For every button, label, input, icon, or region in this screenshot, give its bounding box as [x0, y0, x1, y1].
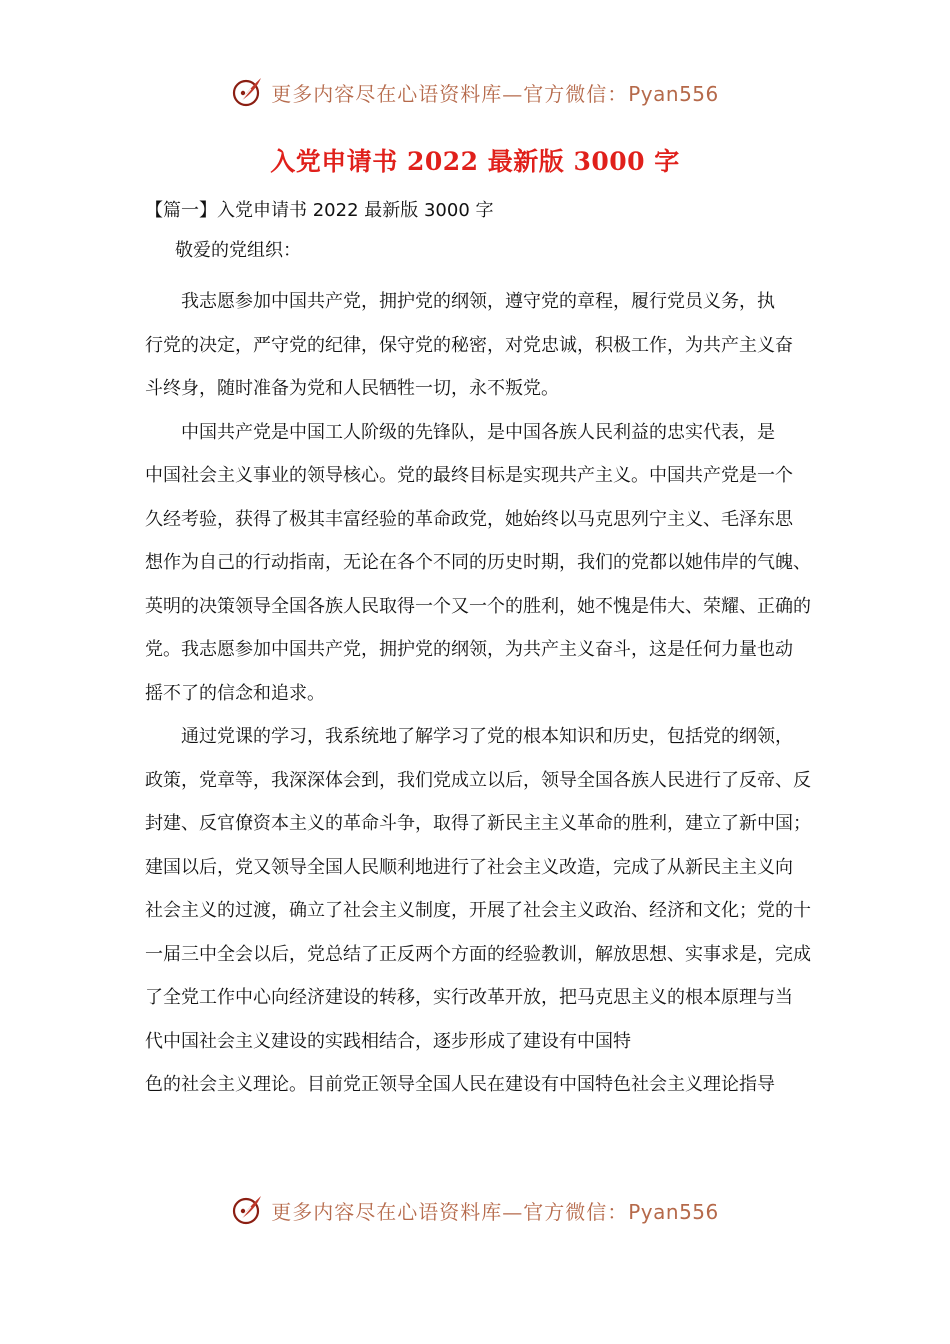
paragraph-line: 斗终身，随时准备为党和人民牺牲一切，永不叛党。	[145, 378, 559, 399]
paragraph-1	[145, 280, 817, 411]
paragraph-line: 封建、反官僚资本主义的革命斗争，取得了新民主主义革命的胜利，建立了新中国；	[145, 813, 811, 834]
footer-banner-id: Pyan556	[628, 1199, 719, 1224]
paragraph-3	[145, 715, 817, 1107]
paragraph-line: 色的社会主义理论。目前党正领导全国人民在建设有中国特色社会主义理论指导	[145, 1074, 775, 1095]
paragraph-2	[145, 411, 817, 716]
footer-banner-label: 更多内容尽在心语资料库—官方微信：	[271, 1199, 629, 1224]
footer-banner-inner	[231, 1193, 719, 1227]
salutation: 敬爱的党组织：	[175, 240, 301, 261]
header-banner-label: 更多内容尽在心语资料库—官方微信：	[271, 81, 629, 106]
paragraph-line: 中国社会主义事业的领导核心。党的最终目标是实现共产主义。中国共产党是一个	[145, 465, 793, 486]
header-banner-inner	[231, 75, 719, 109]
paragraph-line: 行党的决定，严守党的纪律，保守党的秘密，对党忠诚，积极工作，为共产主义奋	[145, 334, 793, 356]
quill-pen-logo-icon	[231, 1193, 265, 1227]
header-banner-text	[271, 78, 719, 107]
paragraph-line: 党。我志愿参加中国共产党，拥护党的纲领，为共产主义奋斗，这是任何力量也动	[145, 639, 793, 660]
paragraph-line: 久经考验，获得了极其丰富经验的革命政党，她始终以马克思列宁主义、毛泽东思	[145, 508, 793, 530]
paragraph-line: 通过党课的学习，我系统地了解学习了党的根本知识和历史，包括党的纲领，	[181, 726, 793, 747]
paragraph-line: 英明的决策领导全国各族人民取得一个又一个的胜利，她不愧是伟大、荣耀、正确的	[145, 595, 811, 617]
paragraph-line: 代中国社会主义建设的实践相结合，逐步形成了建设有中国特	[145, 1030, 631, 1052]
document-title: 入党申请书 2022 最新版 3000 字	[270, 147, 680, 176]
paragraph-line: 社会主义的过渡，确立了社会主义制度，开展了社会主义政治、经济和文化；党的十	[145, 900, 811, 921]
footer-banner	[0, 1190, 950, 1230]
quill-pen-logo-icon	[231, 75, 265, 109]
header-banner	[0, 72, 950, 112]
paragraph-line: 摇不了的信念和追求。	[145, 682, 325, 704]
paragraph-line: 我志愿参加中国共产党，拥护党的纲领，遵守党的章程，履行党员义务，执	[181, 291, 775, 312]
paragraph-line: 建国以后，党又领导全国人民顺利地进行了社会主义改造，完成了从新民主主义向	[145, 856, 793, 878]
footer-banner-text	[271, 1196, 719, 1225]
paragraph-line: 中国共产党是中国工人阶级的先锋队，是中国各族人民利益的忠实代表，是	[181, 421, 775, 443]
paragraph-line: 政策，党章等，我深深体会到，我们党成立以后，领导全国各族人民进行了反帝、反	[145, 769, 811, 791]
paragraph-line: 了全党工作中心向经济建设的转移，实行改革开放，把马克思主义的根本原理与当	[145, 987, 793, 1008]
section-heading: 【篇一】入党申请书 2022 最新版 3000 字	[145, 200, 494, 221]
header-banner-id: Pyan556	[628, 81, 719, 106]
document-body	[145, 197, 817, 1107]
paragraph-line: 想作为自己的行动指南，无论在各个不同的历史时期，我们的党都以她伟岸的气魄、	[145, 552, 811, 573]
paragraph-line: 一届三中全会以后，党总结了正反两个方面的经验教训，解放思想、实事求是，完成	[145, 943, 811, 965]
